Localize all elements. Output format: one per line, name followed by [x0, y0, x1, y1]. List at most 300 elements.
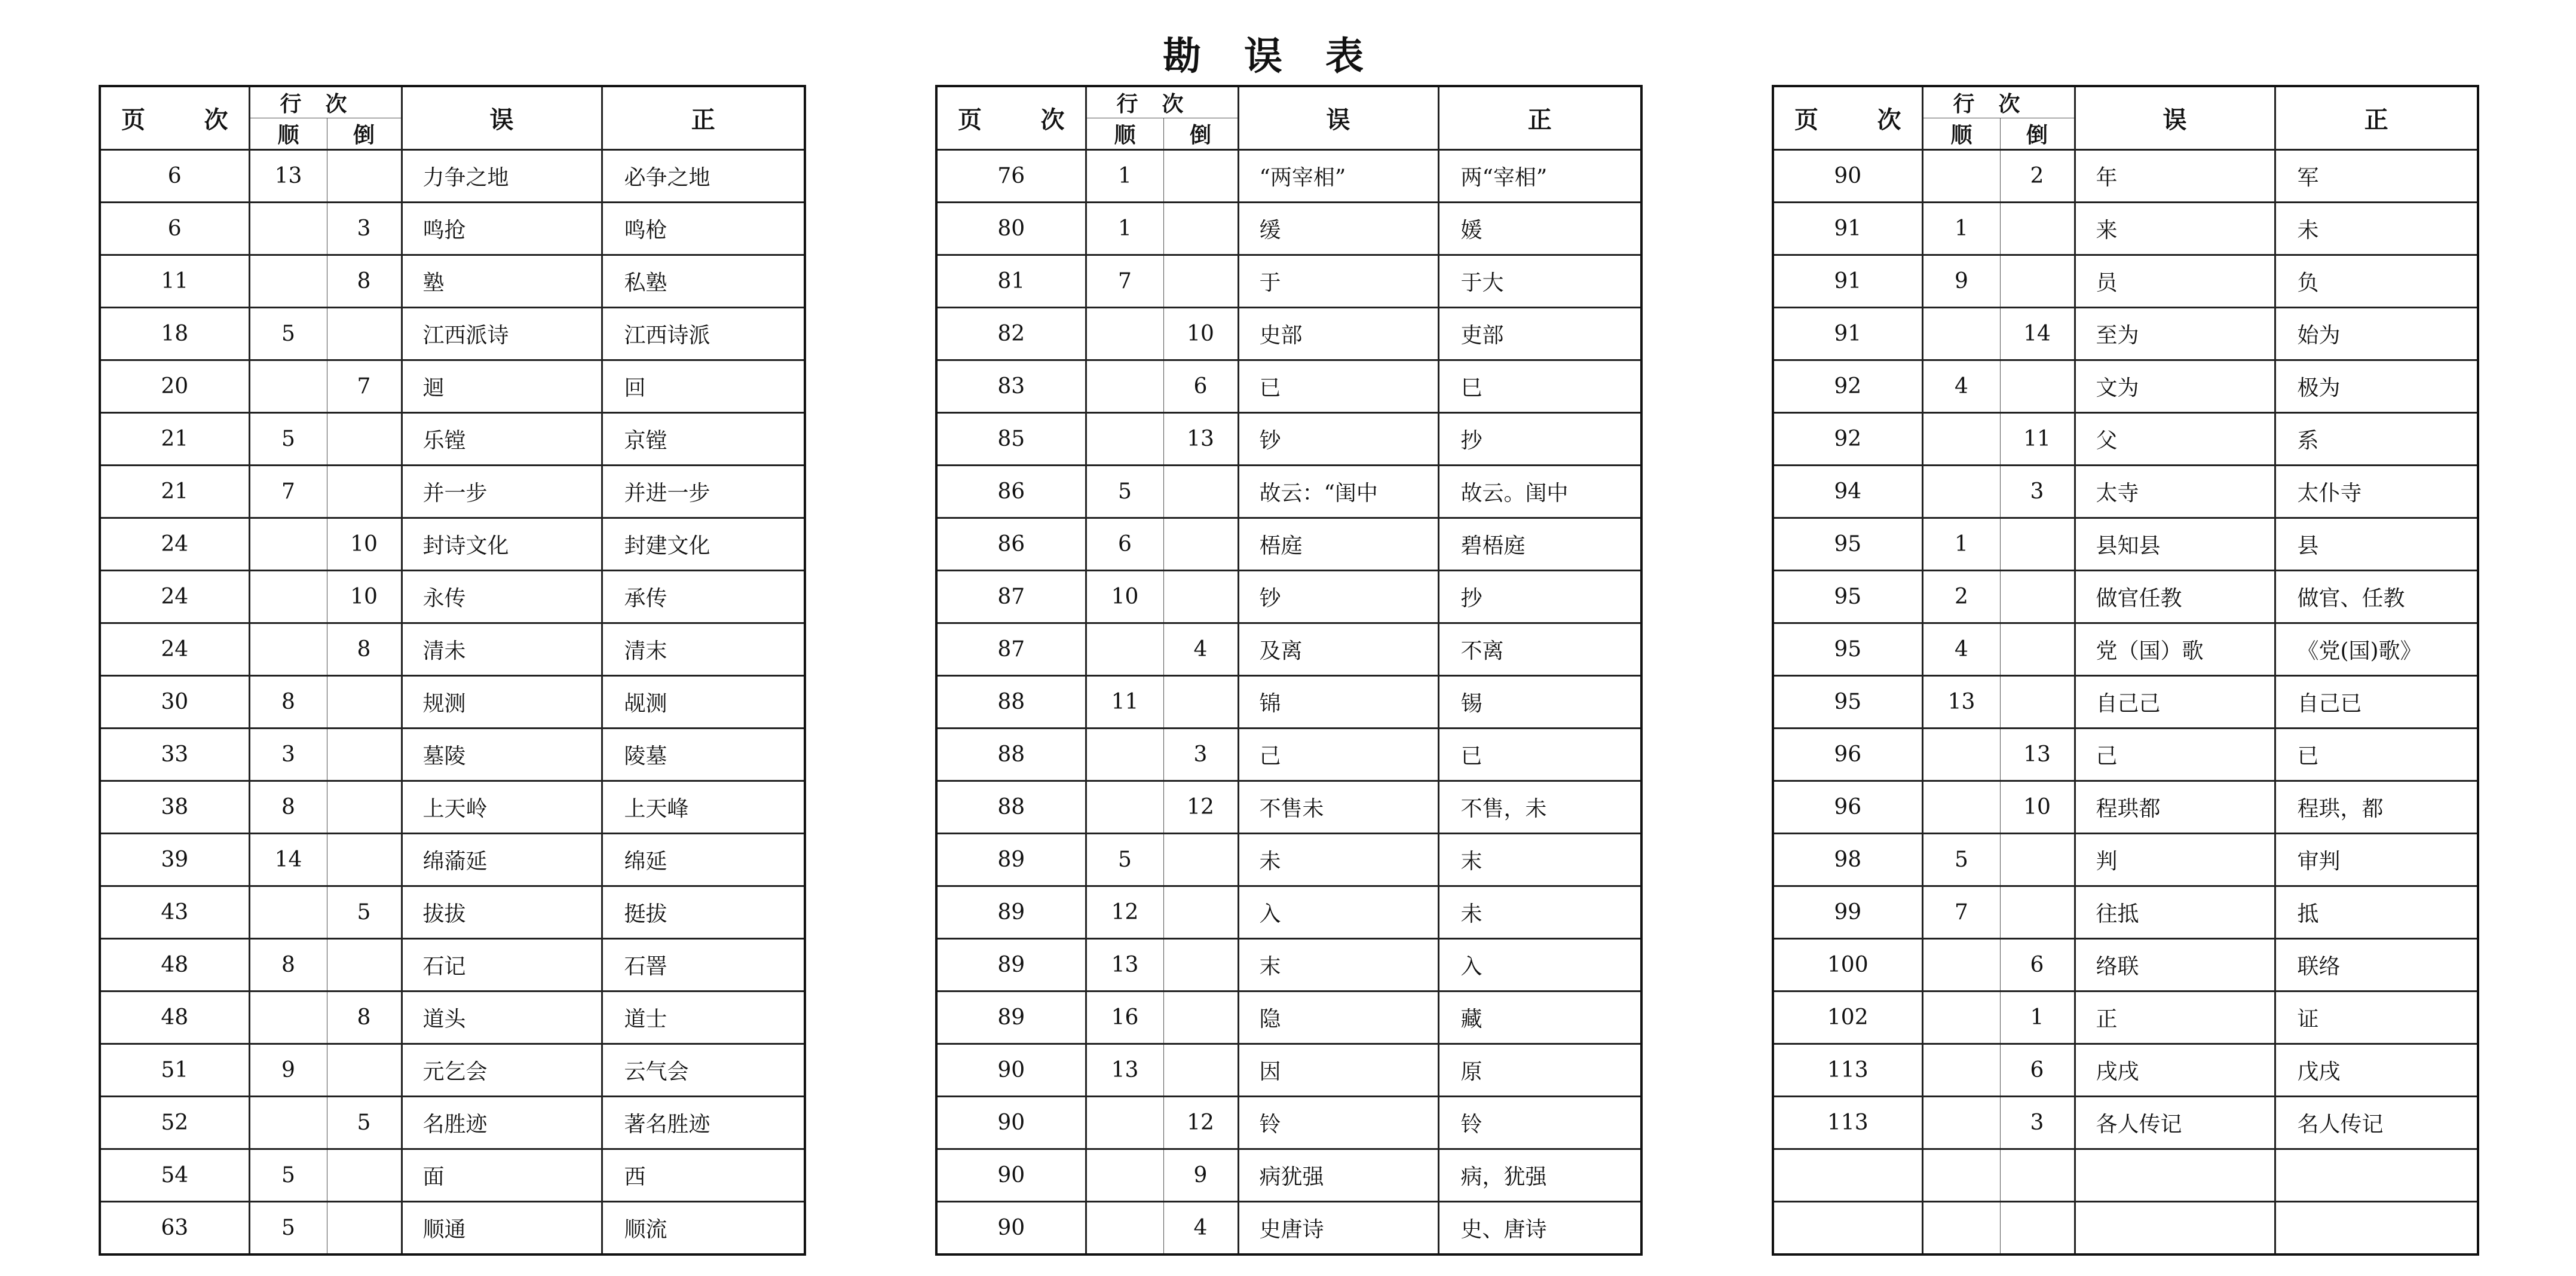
reverse-line-cell: [2000, 1149, 2075, 1202]
forward-line-cell: [1922, 1202, 2000, 1255]
reverse-line-cell: 3: [2000, 466, 2075, 518]
correct-text-cell: 承传: [602, 571, 805, 623]
page-cell: 95: [1773, 571, 1922, 623]
reverse-line-cell: [327, 676, 402, 729]
page-cell: 90: [1773, 150, 1922, 203]
correct-text-cell: 故云。闺中: [1438, 466, 1641, 518]
correct-text-cell: 挺拔: [602, 886, 805, 939]
page-cell: 100: [1773, 939, 1922, 992]
forward-line-cell: 9: [1922, 255, 2000, 308]
table-row: [1773, 781, 2478, 834]
reverse-line-cell: 12: [1163, 781, 1238, 834]
page-cell: 92: [1773, 360, 1922, 413]
page-cell: 33: [100, 729, 249, 781]
table-row: [936, 623, 1641, 676]
table-row: [1773, 1202, 2478, 1255]
reverse-line-cell: 3: [327, 203, 402, 255]
forward-line-cell: 6: [1086, 518, 1163, 571]
reverse-line-cell: [1163, 992, 1238, 1044]
correct-text-cell: 铃: [1438, 1097, 1641, 1149]
forward-line-cell: 5: [1922, 834, 2000, 886]
correct-text-cell: 上天峰: [602, 781, 805, 834]
wrong-text-cell: 石记: [402, 939, 602, 992]
page-cell: 20: [100, 360, 249, 413]
table-row: [100, 203, 805, 255]
reverse-line-cell: [1163, 676, 1238, 729]
page-header-char: 页: [121, 106, 145, 134]
reverse-line-cell: 10: [1163, 308, 1238, 360]
reverse-line-cell: 6: [2000, 939, 2075, 992]
forward-line-cell: [249, 255, 327, 308]
forward-line-cell: 14: [249, 834, 327, 886]
table-row: [100, 1097, 805, 1149]
table-row: [100, 939, 805, 992]
table-row: [936, 150, 1641, 203]
reverse-line-cell: [2000, 360, 2075, 413]
reverse-line-cell: [1163, 255, 1238, 308]
page-cell: 48: [100, 992, 249, 1044]
page-cell: 82: [936, 308, 1086, 360]
page-cell: 96: [1773, 729, 1922, 781]
page-header: [936, 86, 1086, 150]
page-cell: 90: [936, 1149, 1086, 1202]
page-cell: 88: [936, 781, 1086, 834]
wrong-text-cell: 锦: [1238, 676, 1438, 729]
wrong-text-cell: [2075, 1202, 2275, 1255]
page-cell: 113: [1773, 1044, 1922, 1097]
correct-text-cell: 太仆寺: [2275, 466, 2478, 518]
forward-line-cell: 7: [1086, 255, 1163, 308]
page-cell: 102: [1773, 992, 1922, 1044]
page-header: [1773, 86, 1922, 150]
page-cell: 95: [1773, 518, 1922, 571]
wrong-text-cell: 络联: [2075, 939, 2275, 992]
errata-table-3: [1772, 85, 2479, 1256]
table-row: [100, 571, 805, 623]
forward-line-cell: [1922, 466, 2000, 518]
forward-line-cell: 5: [249, 308, 327, 360]
forward-line-cell: [249, 886, 327, 939]
forward-line-cell: 13: [249, 150, 327, 203]
wrong-text-cell: 程珙都: [2075, 781, 2275, 834]
table-row: [1773, 623, 2478, 676]
wrong-text-cell: 封诗文化: [402, 518, 602, 571]
correct-text-cell: 碧梧庭: [1438, 518, 1641, 571]
errata-table-2: [935, 85, 1643, 1256]
forward-line-cell: 5: [249, 1149, 327, 1202]
correct-text-cell: 联络: [2275, 939, 2478, 992]
wrong-text-cell: 己: [1238, 729, 1438, 781]
page-cell: 85: [936, 413, 1086, 466]
table-row: [100, 413, 805, 466]
page-cell: 48: [100, 939, 249, 992]
page-cell: 76: [936, 150, 1086, 203]
table-row: [936, 1097, 1641, 1149]
correct-text-cell: 觇测: [602, 676, 805, 729]
table-row: [1773, 203, 2478, 255]
correct-text-cell: 始为: [2275, 308, 2478, 360]
table-row: [1773, 413, 2478, 466]
reverse-line-cell: [2000, 255, 2075, 308]
errata-table-1: [99, 85, 806, 1256]
wrong-text-cell: 江西派诗: [402, 308, 602, 360]
wrong-text-cell: 规测: [402, 676, 602, 729]
table-row: [100, 1044, 805, 1097]
forward-line-cell: 9: [249, 1044, 327, 1097]
reverse-line-cell: 3: [2000, 1097, 2075, 1149]
reverse-line-cell: 2: [2000, 150, 2075, 203]
wrong-text-cell: 隐: [1238, 992, 1438, 1044]
table-row: [936, 571, 1641, 623]
correct-text-cell: 于大: [1438, 255, 1641, 308]
page-cell: 24: [100, 518, 249, 571]
wrong-text-cell: 塾: [402, 255, 602, 308]
forward-line-cell: [249, 360, 327, 413]
forward-line-cell: [249, 571, 327, 623]
page-cell: 87: [936, 571, 1086, 623]
correct-text-cell: 程珙，都: [2275, 781, 2478, 834]
wrong-text-cell: 及离: [1238, 623, 1438, 676]
forward-line-cell: 5: [249, 1202, 327, 1255]
reverse-line-cell: [2000, 886, 2075, 939]
table-row: [936, 729, 1641, 781]
wrong-text-cell: 县知县: [2075, 518, 2275, 571]
wrong-text-cell: 己: [2075, 729, 2275, 781]
wrong-text-cell: 因: [1238, 1044, 1438, 1097]
forward-line-cell: [1922, 939, 2000, 992]
correct-text-cell: 陵墓: [602, 729, 805, 781]
table-row: [936, 939, 1641, 992]
forward-line-cell: 16: [1086, 992, 1163, 1044]
correct-text-cell: 已: [1438, 729, 1641, 781]
wrong-text-cell: 拔拔: [402, 886, 602, 939]
reverse-line-cell: [327, 413, 402, 466]
correct-text-cell: 巳: [1438, 360, 1641, 413]
reverse-line-cell: [1163, 150, 1238, 203]
page-header-label: [1774, 101, 1922, 135]
forward-line-cell: [1086, 413, 1163, 466]
wrong-text-cell: [2075, 1149, 2275, 1202]
page-header-char: 次: [204, 106, 228, 134]
correct-text-cell: 云气会: [602, 1044, 805, 1097]
forward-line-cell: [249, 1097, 327, 1149]
page-cell: 90: [936, 1097, 1086, 1149]
wrong-text-cell: 梧庭: [1238, 518, 1438, 571]
table-row: [1773, 939, 2478, 992]
table-row: [1773, 255, 2478, 308]
wrong-text-cell: 清未: [402, 623, 602, 676]
correct-text-cell: [2275, 1149, 2478, 1202]
wrong-text-cell: 正: [2075, 992, 2275, 1044]
table-row: [100, 1149, 805, 1202]
page-cell: 21: [100, 466, 249, 518]
wrong-text-cell: 故云：“闺中: [1238, 466, 1438, 518]
reverse-line-cell: 8: [327, 255, 402, 308]
table-row: [100, 150, 805, 203]
wrong-text-cell: 已: [1238, 360, 1438, 413]
forward-line-cell: [1086, 308, 1163, 360]
reverse-line-cell: [1163, 834, 1238, 886]
wrong-text-cell: 判: [2075, 834, 2275, 886]
page-cell: 113: [1773, 1097, 1922, 1149]
wrong-text-cell: 往抵: [2075, 886, 2275, 939]
forward-line-cell: [1086, 1149, 1163, 1202]
forward-line-cell: 12: [1086, 886, 1163, 939]
forward-header: 顺: [1922, 118, 2000, 150]
correct-text-cell: 抄: [1438, 571, 1641, 623]
reverse-line-cell: 9: [1163, 1149, 1238, 1202]
page-cell: 39: [100, 834, 249, 886]
page-cell: 90: [936, 1044, 1086, 1097]
reverse-header: 倒: [327, 118, 402, 150]
reverse-line-cell: [1163, 571, 1238, 623]
page-header-char: 次: [1040, 106, 1065, 134]
wrong-text-cell: 鸣抢: [402, 203, 602, 255]
wrong-text-cell: 顺通: [402, 1202, 602, 1255]
correct-text-cell: 西: [602, 1149, 805, 1202]
reverse-line-cell: 11: [2000, 413, 2075, 466]
reverse-line-cell: 12: [1163, 1097, 1238, 1149]
table-row: [936, 886, 1641, 939]
forward-line-cell: [1922, 1044, 2000, 1097]
wrong-text-cell: 未: [1238, 834, 1438, 886]
reverse-line-cell: [327, 308, 402, 360]
wrong-text-cell: 元乞会: [402, 1044, 602, 1097]
forward-line-cell: 13: [1922, 676, 2000, 729]
table-row: [100, 623, 805, 676]
lines-header: 行次: [1922, 86, 2075, 118]
page-cell: 63: [100, 1202, 249, 1255]
forward-line-cell: 10: [1086, 571, 1163, 623]
page-cell: 54: [100, 1149, 249, 1202]
reverse-line-cell: [1163, 1044, 1238, 1097]
table-row: [1773, 1044, 2478, 1097]
table-row: [936, 992, 1641, 1044]
reverse-line-cell: [2000, 571, 2075, 623]
page-cell: 80: [936, 203, 1086, 255]
correct-text-cell: 抵: [2275, 886, 2478, 939]
wrong-text-cell: “两宰相”: [1238, 150, 1438, 203]
page-cell: 91: [1773, 203, 1922, 255]
page-cell: 90: [936, 1202, 1086, 1255]
reverse-line-cell: 10: [327, 518, 402, 571]
table-row: [1773, 150, 2478, 203]
page-cell: 88: [936, 729, 1086, 781]
wrong-text-cell: 病犹强: [1238, 1149, 1438, 1202]
page-cell: 92: [1773, 413, 1922, 466]
reverse-line-cell: [327, 939, 402, 992]
table-row: [936, 1202, 1641, 1255]
reverse-line-cell: 8: [327, 623, 402, 676]
reverse-line-cell: [327, 1044, 402, 1097]
page-header: [100, 86, 249, 150]
correct-text-cell: 不离: [1438, 623, 1641, 676]
page-cell: 88: [936, 676, 1086, 729]
forward-line-cell: [1086, 729, 1163, 781]
reverse-line-cell: [2000, 834, 2075, 886]
forward-line-cell: 5: [249, 413, 327, 466]
reverse-line-cell: [2000, 623, 2075, 676]
wrong-text-cell: 父: [2075, 413, 2275, 466]
reverse-line-cell: 10: [327, 571, 402, 623]
table-row: [100, 466, 805, 518]
forward-line-cell: [1922, 992, 2000, 1044]
forward-line-cell: [1922, 308, 2000, 360]
forward-line-cell: [1086, 623, 1163, 676]
wrong-text-cell: 于: [1238, 255, 1438, 308]
forward-line-cell: [1922, 1097, 2000, 1149]
forward-line-cell: 1: [1922, 203, 2000, 255]
wrong-text-cell: 党（国）歌: [2075, 623, 2275, 676]
wrong-text-cell: 入: [1238, 886, 1438, 939]
page-cell: 6: [100, 203, 249, 255]
table-header: [100, 86, 805, 150]
reverse-line-cell: 4: [1163, 1202, 1238, 1255]
reverse-line-cell: [327, 1149, 402, 1202]
wrong-text-cell: 太寺: [2075, 466, 2275, 518]
correct-text-cell: 京镗: [602, 413, 805, 466]
forward-line-cell: 7: [1922, 886, 2000, 939]
correct-text-cell: 石罯: [602, 939, 805, 992]
correct-text-cell: 负: [2275, 255, 2478, 308]
forward-line-cell: [1086, 781, 1163, 834]
page-header-char: 次: [1877, 106, 1901, 134]
table-row: [100, 781, 805, 834]
page-cell: 89: [936, 939, 1086, 992]
table-row: [100, 676, 805, 729]
forward-line-cell: [249, 992, 327, 1044]
forward-line-cell: 2: [1922, 571, 2000, 623]
forward-line-cell: [249, 623, 327, 676]
correct-text-cell: 史、唐诗: [1438, 1202, 1641, 1255]
wrong-text-cell: 自己己: [2075, 676, 2275, 729]
forward-line-cell: [249, 518, 327, 571]
correct-text-cell: 并进一步: [602, 466, 805, 518]
table-row: [1773, 729, 2478, 781]
correct-header: 正: [1438, 86, 1641, 150]
forward-line-cell: 4: [1922, 360, 2000, 413]
table-row: [100, 886, 805, 939]
wrong-text-cell: 文为: [2075, 360, 2275, 413]
reverse-line-cell: [1163, 466, 1238, 518]
table-row: [936, 203, 1641, 255]
page-cell: 24: [100, 623, 249, 676]
page-cell: 95: [1773, 623, 1922, 676]
correct-header: 正: [2275, 86, 2478, 150]
table-row: [1773, 1097, 2478, 1149]
table-row: [1773, 992, 2478, 1044]
correct-text-cell: 封建文化: [602, 518, 805, 571]
table-row: [1773, 571, 2478, 623]
correct-text-cell: 证: [2275, 992, 2478, 1044]
reverse-line-cell: 6: [2000, 1044, 2075, 1097]
correct-text-cell: 抄: [1438, 413, 1641, 466]
reverse-line-cell: 6: [1163, 360, 1238, 413]
reverse-line-cell: [327, 1202, 402, 1255]
correct-text-cell: 名人传记: [2275, 1097, 2478, 1149]
reverse-line-cell: [1163, 939, 1238, 992]
reverse-line-cell: 1: [2000, 992, 2075, 1044]
wrong-text-cell: 不售未: [1238, 781, 1438, 834]
reverse-line-cell: 10: [2000, 781, 2075, 834]
lines-header: 行次: [1086, 86, 1238, 118]
reverse-line-cell: [2000, 518, 2075, 571]
page-cell: 52: [100, 1097, 249, 1149]
page-cell: 86: [936, 518, 1086, 571]
table-row: [936, 413, 1641, 466]
wrong-text-cell: 迴: [402, 360, 602, 413]
correct-text-cell: 末: [1438, 834, 1641, 886]
correct-text-cell: 极为: [2275, 360, 2478, 413]
reverse-header: 倒: [1163, 118, 1238, 150]
wrong-text-cell: 并一步: [402, 466, 602, 518]
correct-text-cell: 戊戌: [2275, 1044, 2478, 1097]
header-row: [1773, 86, 2478, 118]
table-row: [100, 992, 805, 1044]
page-cell: 21: [100, 413, 249, 466]
page-cell: 91: [1773, 308, 1922, 360]
correct-text-cell: 吏部: [1438, 308, 1641, 360]
page-cell: 30: [100, 676, 249, 729]
wrong-header: 误: [1238, 86, 1438, 150]
table-body: [1773, 150, 2478, 1255]
forward-line-cell: [1086, 360, 1163, 413]
wrong-text-cell: 力争之地: [402, 150, 602, 203]
table-row: [100, 834, 805, 886]
correct-text-cell: 已: [2275, 729, 2478, 781]
page-cell: 98: [1773, 834, 1922, 886]
table-row: [100, 518, 805, 571]
forward-line-cell: [1086, 1202, 1163, 1255]
correct-text-cell: 自己已: [2275, 676, 2478, 729]
wrong-text-cell: 各人传记: [2075, 1097, 2275, 1149]
page-title: 勘误表: [1163, 35, 1407, 79]
table-row: [936, 834, 1641, 886]
wrong-text-cell: 来: [2075, 203, 2275, 255]
forward-line-cell: [1922, 150, 2000, 203]
lines-header: 行次: [249, 86, 402, 118]
table-row: [936, 1149, 1641, 1202]
forward-header: 顺: [1086, 118, 1163, 150]
page-cell: 81: [936, 255, 1086, 308]
correct-text-cell: 未: [2275, 203, 2478, 255]
page-cell: 87: [936, 623, 1086, 676]
page-cell: [1773, 1149, 1922, 1202]
page-cell: 18: [100, 308, 249, 360]
forward-line-cell: 8: [249, 676, 327, 729]
reverse-line-cell: 8: [327, 992, 402, 1044]
wrong-text-cell: 缓: [1238, 203, 1438, 255]
forward-line-cell: 1: [1922, 518, 2000, 571]
wrong-text-cell: 面: [402, 1149, 602, 1202]
forward-line-cell: 3: [249, 729, 327, 781]
reverse-line-cell: [2000, 676, 2075, 729]
forward-line-cell: 4: [1922, 623, 2000, 676]
wrong-text-cell: 绵蕍延: [402, 834, 602, 886]
wrong-text-cell: 永传: [402, 571, 602, 623]
table-row: [1773, 834, 2478, 886]
page-header-label: [938, 101, 1085, 135]
wrong-text-cell: 至为: [2075, 308, 2275, 360]
wrong-text-cell: 上天岭: [402, 781, 602, 834]
table-row: [100, 729, 805, 781]
correct-text-cell: 鸣枪: [602, 203, 805, 255]
wrong-text-cell: 钞: [1238, 413, 1438, 466]
reverse-line-cell: 5: [327, 1097, 402, 1149]
page-cell: 94: [1773, 466, 1922, 518]
reverse-line-cell: [327, 466, 402, 518]
page-cell: 89: [936, 992, 1086, 1044]
